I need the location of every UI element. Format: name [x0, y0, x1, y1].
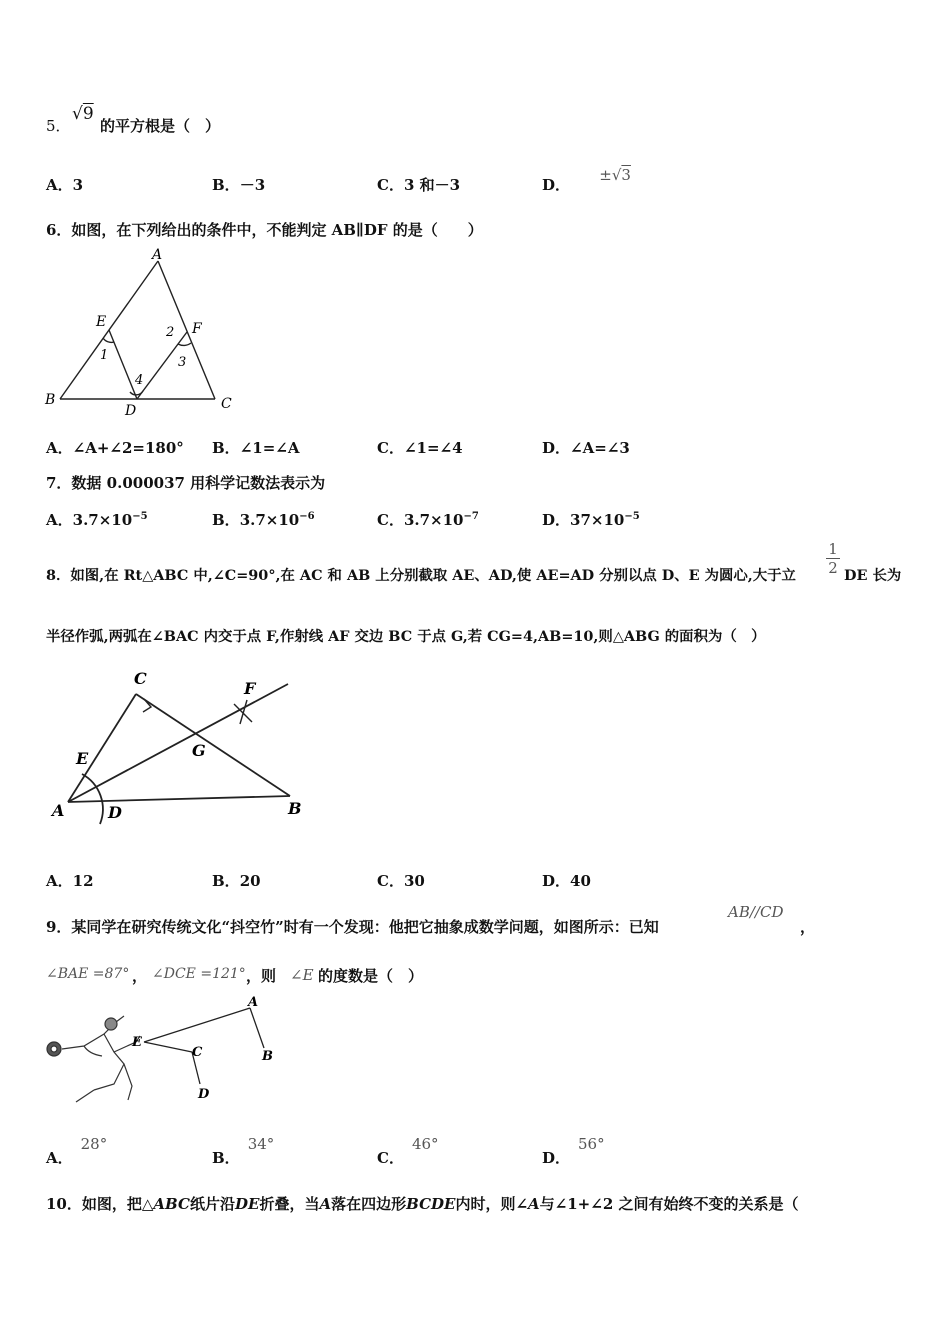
q8-label-D: D [108, 803, 122, 822]
q7-stem: 7．数据 0.000037 用科学记数法表示为 [46, 474, 326, 492]
q6-figure [40, 246, 240, 418]
q9-label-D: D [198, 1087, 210, 1102]
q9-parallel-expr: AB//CD [728, 903, 784, 921]
q5-option-b[interactable]: B．－3 [212, 176, 266, 194]
q9-label-C: C [192, 1045, 203, 1060]
radical-sign-icon: √ [72, 104, 83, 124]
q9-label-E: E [132, 1035, 142, 1050]
q6-label-C: C [221, 396, 232, 412]
q9-angle-e: ∠E [290, 966, 314, 984]
q5-option-c[interactable]: C．3 和－3 [377, 176, 461, 194]
q6-angle-3: 3 [178, 355, 187, 370]
q8-stem-line1-end: DE 长为 [844, 567, 902, 584]
q7-option-d[interactable]: D．$37\times 10^{-5}$ [542, 511, 640, 529]
q8-label-C: C [134, 669, 147, 688]
q6-label-D: D [125, 403, 137, 418]
q8-figure [44, 664, 314, 834]
q6-option-b[interactable]: B．∠1=∠A [212, 439, 300, 457]
q9-figure [44, 994, 294, 1112]
q5-option-d-value: ±√3 [599, 166, 631, 184]
q6-stem: 6．如图，在下列给出的条件中，不能判定 AB∥DF 的是（ ） [46, 221, 483, 239]
q6-angle-4: 4 [135, 373, 144, 388]
q8-fraction: 1 2 [826, 540, 840, 577]
q9-label-B: B [262, 1049, 273, 1064]
q9-option-b[interactable]: B．34° [212, 1135, 275, 1167]
q8-option-a[interactable]: A．12 [46, 872, 94, 890]
q7-option-a[interactable]: A．$3.7\times 10^{-5}$ [46, 511, 148, 529]
q8-label-G: G [192, 741, 206, 760]
q5-radicand: 9 [82, 104, 94, 124]
q9-angle-dce: ∠DCE =121° [152, 966, 246, 982]
q9-separator: ， [132, 967, 148, 985]
q9-option-a[interactable]: A．28° [46, 1135, 108, 1167]
q6-option-d[interactable]: D．∠A=∠3 [542, 439, 630, 457]
q6-label-F: F [192, 321, 202, 337]
diabolo-player-illustration [47, 1016, 140, 1102]
q9-option-c[interactable]: C．46° [377, 1135, 439, 1167]
q8-label-E: E [76, 749, 89, 768]
q6-angle-1: 1 [100, 348, 109, 363]
q6-option-c[interactable]: C．∠1=∠4 [377, 439, 463, 457]
q8-option-d[interactable]: D．40 [542, 872, 591, 890]
q5-option-d[interactable]: D． ±√3 [542, 166, 631, 194]
q6-option-a[interactable]: A．∠A+∠2=180° [46, 439, 184, 457]
q9-label-A: A [248, 995, 259, 1010]
q9-option-d[interactable]: D．56° [542, 1135, 605, 1167]
q8-label-A: A [52, 801, 65, 820]
q8-option-c[interactable]: C．30 [377, 872, 425, 890]
q5-sqrt [72, 104, 94, 124]
q8-stem-line2: 半径作弧,两弧在∠BAC 内交于点 F,作射线 AF 交边 BC 于点 G,若 CG=4,AB=10,则△ABG 的面积为（ ） [46, 628, 766, 645]
q6-label-E: E [96, 314, 107, 330]
q7-option-b[interactable]: B．$3.7\times 10^{-6}$ [212, 511, 315, 529]
q9-stem-then: ，则 [246, 967, 277, 985]
q10-stem: 10．如图，把△ABC纸片沿DE折叠，当A落在四边形BCDE内时，则∠A与∠1+∠2 之间有始终不变的关系是（ [46, 1195, 799, 1213]
q5-option-a[interactable]: A．3 [46, 176, 84, 194]
q8-label-B: B [288, 799, 302, 818]
q9-comma: ， [800, 918, 816, 936]
q9-stem-line1: 9．某同学在研究传统文化“抖空竹”时有一个发现：他把它抽象成数学问题，如图所示：已知 [46, 918, 659, 936]
q5-stem: 的平方根是（ ） [100, 117, 221, 135]
q5-number: 5． [46, 117, 71, 135]
q6-label-B: B [45, 392, 56, 408]
q8-label-F: F [244, 679, 256, 698]
q8-option-b[interactable]: B．20 [212, 872, 261, 890]
q6-label-A: A [152, 247, 163, 263]
q7-option-c[interactable]: C．$3.7\times 10^{-7}$ [377, 511, 479, 529]
q8-stem-line1: 8．如图,在 Rt△ABC 中,∠C=90°,在 AC 和 AB 上分别截取 AE、AD,使 AE=AD 分别以点 D、E 为圆心,大于立 [46, 567, 796, 584]
q9-stem-line2-end: 的度数是（ ） [318, 967, 424, 985]
q6-angle-2: 2 [166, 325, 175, 340]
q9-angle-bae: ∠BAE =87° [46, 966, 130, 982]
